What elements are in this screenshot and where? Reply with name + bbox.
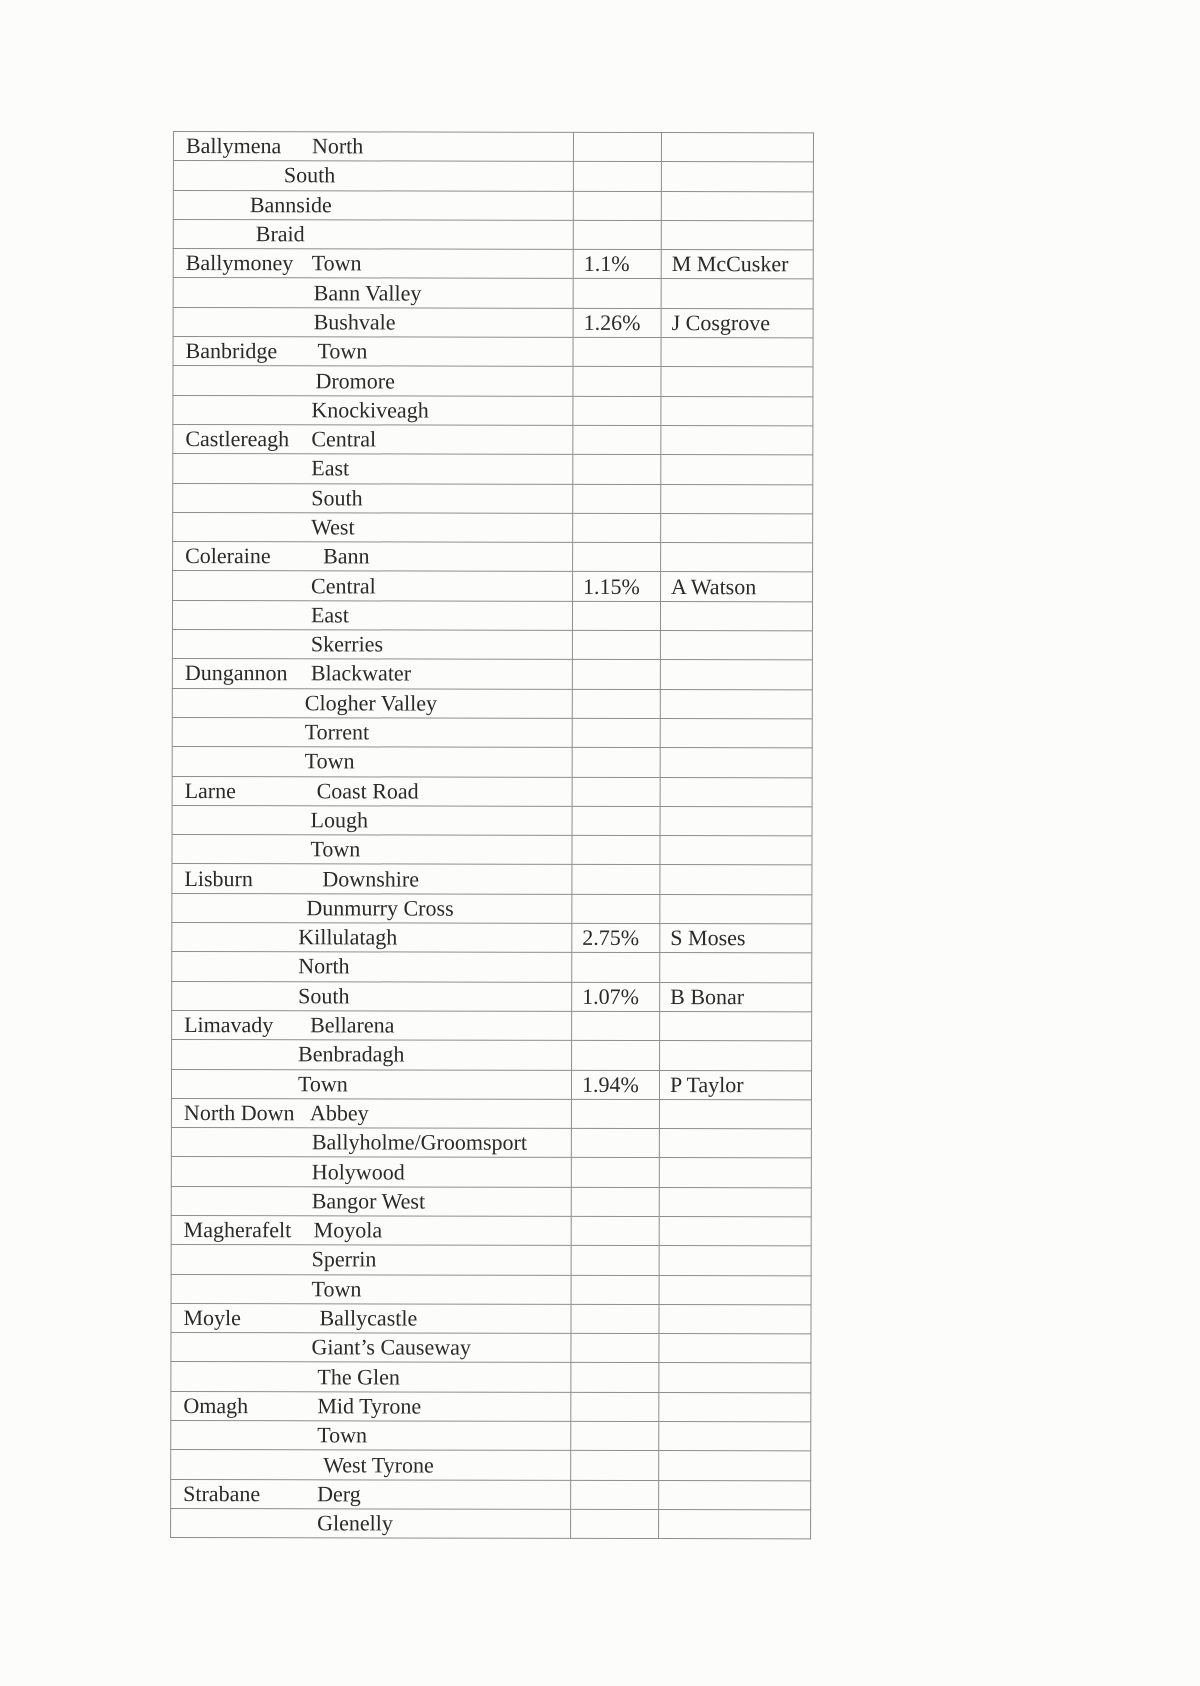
ward-name: South xyxy=(311,484,363,511)
percent-cell: 2.75% xyxy=(572,923,660,952)
area-cell xyxy=(171,1391,571,1421)
table-row xyxy=(171,1215,811,1246)
contact-name-cell xyxy=(660,836,812,866)
contact-name-cell xyxy=(659,1158,811,1188)
council-name: North Down xyxy=(183,1099,295,1126)
council-name: Strabane xyxy=(183,1480,261,1506)
ward-name: Holywood xyxy=(311,1158,405,1185)
table-row xyxy=(173,395,813,426)
ward-name: Town xyxy=(297,1070,348,1097)
contact-name-cell xyxy=(659,1363,811,1393)
percent-cell xyxy=(572,660,660,689)
table-row xyxy=(171,1303,811,1334)
table-row xyxy=(172,952,812,983)
table-row xyxy=(172,776,812,807)
table-row xyxy=(173,278,813,309)
percent-cell xyxy=(573,425,661,454)
contact-name-cell xyxy=(660,894,812,924)
contact-name-cell xyxy=(661,220,813,250)
ward-name: Torrent xyxy=(304,719,370,745)
ward-name: Knockiveagh xyxy=(311,397,429,423)
contact-name-cell xyxy=(659,1275,811,1305)
table-row xyxy=(173,571,813,602)
contact-name-cell: J Cosgrove xyxy=(661,308,813,338)
ward-name: Dunmurry Cross xyxy=(306,895,454,921)
ward-name: East xyxy=(310,602,349,628)
table-row xyxy=(172,659,812,690)
percent-cell: 1.1% xyxy=(573,250,661,279)
ward-name: The Glen xyxy=(317,1363,400,1390)
area-cell xyxy=(172,981,572,1011)
percent-cell xyxy=(571,1187,659,1216)
ward-name: Glenelly xyxy=(317,1510,393,1536)
percent-cell: 1.15% xyxy=(573,572,661,601)
area-cell xyxy=(173,424,573,454)
percent-cell xyxy=(572,718,660,747)
area-cell xyxy=(172,688,572,718)
table-row xyxy=(171,1421,811,1452)
area-cell xyxy=(173,512,573,542)
ward-name: Town xyxy=(311,250,362,276)
percent-cell xyxy=(571,1334,659,1363)
contact-name-cell xyxy=(661,279,813,309)
percent-cell xyxy=(571,1246,659,1275)
area-cell xyxy=(172,923,572,953)
contact-name-cell xyxy=(660,748,812,778)
ward-table xyxy=(170,131,814,1540)
percent-cell: 1.94% xyxy=(571,1070,659,1099)
area-cell xyxy=(171,1069,571,1099)
percent-cell xyxy=(572,1011,660,1040)
ward-name: Killulatagh xyxy=(298,924,398,950)
area-cell xyxy=(171,1128,571,1158)
area-cell xyxy=(173,278,573,308)
area-cell xyxy=(173,483,573,513)
area-cell xyxy=(171,1362,571,1392)
percent-cell xyxy=(571,1158,659,1187)
contact-name-cell xyxy=(660,631,812,661)
contact-name-cell xyxy=(661,338,813,368)
ward-name: Central xyxy=(311,572,376,599)
table-row xyxy=(171,1157,811,1188)
ward-name: Sperrin xyxy=(311,1246,377,1272)
ward-name: Ballyholme/Groomsport xyxy=(311,1129,528,1155)
area-cell xyxy=(172,747,572,777)
percent-cell xyxy=(572,1041,660,1070)
percent-cell xyxy=(571,1480,659,1509)
table-row xyxy=(172,893,812,924)
ward-name: Bellarena xyxy=(310,1012,395,1038)
area-cell xyxy=(171,1157,571,1187)
table-row xyxy=(173,366,813,397)
area-cell xyxy=(173,542,573,572)
council-name: Limavady xyxy=(184,1012,274,1038)
ward-name: Bangor West xyxy=(311,1188,426,1214)
contact-name-cell xyxy=(660,718,812,748)
area-cell xyxy=(172,600,572,630)
table-row xyxy=(172,1010,812,1041)
percent-cell xyxy=(572,865,660,894)
area-cell xyxy=(172,805,572,835)
contact-name-cell xyxy=(661,455,813,485)
area-cell xyxy=(171,1215,571,1245)
contact-name-cell xyxy=(660,660,812,690)
ward-name: Bann Valley xyxy=(313,279,422,306)
percent-cell xyxy=(573,162,661,191)
area-cell xyxy=(172,1010,572,1040)
contact-name-cell xyxy=(659,1099,811,1129)
table-row xyxy=(173,483,813,514)
table-row xyxy=(173,512,813,543)
table-row xyxy=(172,688,812,719)
table-row xyxy=(172,864,812,895)
table-row xyxy=(173,249,813,280)
table-row xyxy=(173,190,813,221)
table-row xyxy=(173,454,813,485)
table-row xyxy=(171,1508,811,1539)
contact-name-cell xyxy=(661,133,813,163)
table-row xyxy=(171,1069,811,1100)
ward-name: Skerries xyxy=(310,631,384,657)
ward-name: South xyxy=(283,162,336,188)
council-name: Larne xyxy=(184,777,236,803)
contact-name-cell xyxy=(660,689,812,719)
council-name: Moyle xyxy=(183,1305,241,1331)
ward-name: Town xyxy=(317,1422,368,1448)
area-cell xyxy=(171,1508,571,1538)
table-row xyxy=(171,1128,811,1159)
ward-name: West Tyrone xyxy=(323,1451,434,1478)
area-cell xyxy=(172,864,572,894)
contact-name-cell xyxy=(661,543,813,573)
percent-cell xyxy=(572,806,660,835)
area-cell xyxy=(172,630,572,660)
area-cell xyxy=(173,366,573,396)
percent-cell xyxy=(572,953,660,982)
ward-name: North xyxy=(298,953,350,979)
percent-cell xyxy=(573,396,661,425)
area-cell xyxy=(172,659,572,689)
contact-name-cell xyxy=(659,1246,811,1276)
percent-cell xyxy=(573,220,661,249)
table-row xyxy=(171,1274,811,1305)
council-name: Omagh xyxy=(183,1392,249,1419)
area-cell xyxy=(173,161,573,191)
ward-name: Ballycastle xyxy=(319,1305,418,1331)
contact-name-cell: A Watson xyxy=(661,572,813,602)
table-row xyxy=(173,337,813,368)
area-cell xyxy=(171,1098,571,1128)
contact-name-cell xyxy=(661,513,813,543)
area-cell xyxy=(171,1421,571,1451)
ward-name: North xyxy=(311,133,364,159)
contact-name-cell xyxy=(659,1217,811,1247)
table-row xyxy=(173,307,813,338)
contact-name-cell xyxy=(661,425,813,455)
council-name: Magherafelt xyxy=(183,1217,292,1243)
area-cell xyxy=(173,190,573,220)
contact-name-cell xyxy=(660,953,812,983)
percent-cell xyxy=(573,455,661,484)
percent-cell xyxy=(572,601,660,630)
area-cell xyxy=(173,132,573,162)
area-cell xyxy=(171,1479,571,1509)
ward-name: Moyola xyxy=(313,1217,383,1243)
percent-cell xyxy=(573,279,661,308)
area-cell xyxy=(173,571,573,601)
contact-name-cell xyxy=(661,191,813,221)
council-name: Castlereagh xyxy=(185,426,290,452)
contact-name-cell xyxy=(659,1480,811,1510)
ward-name: Bann xyxy=(323,543,370,569)
contact-name-cell xyxy=(659,1451,811,1481)
area-cell xyxy=(171,1274,571,1304)
contact-name-cell: B Bonar xyxy=(660,982,812,1012)
ward-name: Clogher Valley xyxy=(304,690,438,716)
ward-name: Mid Tyrone xyxy=(317,1393,422,1419)
contact-name-cell: P Taylor xyxy=(659,1070,811,1100)
ward-name: Benbradagh xyxy=(298,1041,405,1067)
ward-name: Braid xyxy=(255,221,305,247)
table-row xyxy=(173,161,813,192)
percent-cell xyxy=(572,630,660,659)
table-row xyxy=(171,1245,811,1276)
table-row xyxy=(172,923,812,954)
table-row xyxy=(172,835,812,866)
table-row xyxy=(172,981,812,1012)
table-row xyxy=(173,219,813,250)
contact-name-cell xyxy=(660,865,812,895)
ward-name: Town xyxy=(317,338,368,364)
percent-cell xyxy=(571,1509,659,1538)
table-row xyxy=(173,542,813,573)
ward-name: Coast Road xyxy=(316,777,419,804)
ward-name: Bannside xyxy=(249,191,332,218)
contact-name-cell: S Moses xyxy=(660,924,812,954)
percent-cell xyxy=(573,542,661,571)
table-row xyxy=(171,1391,811,1422)
percent-cell xyxy=(571,1099,659,1128)
table-row xyxy=(171,1479,811,1510)
council-name: Banbridge xyxy=(185,338,278,364)
contact-name-cell xyxy=(661,367,813,397)
percent-cell: 1.07% xyxy=(572,982,660,1011)
ward-table-body xyxy=(171,132,814,1540)
contact-name-cell xyxy=(659,1392,811,1422)
area-cell xyxy=(173,249,573,279)
ward-name: East xyxy=(311,455,350,481)
percent-cell xyxy=(573,513,661,542)
table-row xyxy=(172,600,812,631)
area-cell xyxy=(171,1186,571,1216)
contact-name-cell xyxy=(659,1187,811,1217)
contact-name-cell xyxy=(660,601,812,631)
council-name: Dungannon xyxy=(184,660,288,686)
area-cell xyxy=(173,395,573,425)
contact-name-cell xyxy=(659,1334,811,1364)
percent-cell xyxy=(571,1363,659,1392)
percent-cell xyxy=(573,132,661,161)
percent-cell xyxy=(572,748,660,777)
percent-cell xyxy=(572,894,660,923)
ward-name: Giant’s Causeway xyxy=(311,1334,471,1360)
area-cell xyxy=(171,1450,571,1480)
table-row xyxy=(172,717,812,748)
contact-name-cell xyxy=(659,1129,811,1159)
table-row xyxy=(173,132,813,163)
table-row xyxy=(172,1040,812,1071)
ward-name: Town xyxy=(311,1276,362,1302)
table-row xyxy=(173,424,813,455)
contact-name-cell xyxy=(661,396,813,426)
ward-name: Town xyxy=(310,836,361,862)
contact-name-cell xyxy=(660,777,812,807)
area-cell xyxy=(171,1333,571,1363)
contact-name-cell xyxy=(659,1422,811,1452)
council-name: Lisburn xyxy=(184,865,253,891)
percent-cell xyxy=(572,835,660,864)
contact-name-cell: M McCusker xyxy=(661,250,813,280)
percent-cell xyxy=(573,191,661,220)
table-row xyxy=(171,1098,811,1129)
percent-cell xyxy=(572,689,660,718)
table-row xyxy=(172,805,812,836)
contact-name-cell xyxy=(660,1011,812,1041)
table-row xyxy=(171,1362,811,1393)
percent-cell xyxy=(573,484,661,513)
contact-name-cell xyxy=(661,162,813,192)
contact-name-cell xyxy=(660,806,812,836)
percent-cell xyxy=(571,1216,659,1245)
area-cell xyxy=(172,952,572,982)
area-cell xyxy=(172,717,572,747)
contact-name-cell xyxy=(659,1304,811,1334)
ward-name: Central xyxy=(311,426,377,452)
table-row xyxy=(171,1450,811,1481)
contact-name-cell xyxy=(659,1509,811,1539)
area-cell xyxy=(173,307,573,337)
area-cell xyxy=(171,1245,571,1275)
area-cell xyxy=(171,1303,571,1333)
council-name: Ballymena xyxy=(185,133,282,159)
table-row xyxy=(171,1186,811,1217)
table-row xyxy=(172,630,812,661)
ward-name: Lough xyxy=(310,807,369,833)
area-cell xyxy=(172,835,572,865)
table-row xyxy=(171,1333,811,1364)
ward-name: West xyxy=(311,514,355,540)
percent-cell xyxy=(571,1275,659,1304)
area-cell xyxy=(172,776,572,806)
percent-cell xyxy=(572,777,660,806)
area-cell xyxy=(173,337,573,367)
ward-name: Abbey xyxy=(309,1100,369,1126)
percent-cell xyxy=(571,1451,659,1480)
ward-name: Derg xyxy=(317,1481,361,1507)
ward-name: Bushvale xyxy=(313,309,396,335)
percent-cell xyxy=(571,1421,659,1450)
percent-cell xyxy=(571,1392,659,1421)
percent-cell xyxy=(573,337,661,366)
ward-name: Downshire xyxy=(322,865,420,892)
area-cell xyxy=(172,893,572,923)
contact-name-cell xyxy=(660,1041,812,1071)
council-name: Ballymoney xyxy=(185,250,294,276)
percent-cell xyxy=(573,367,661,396)
ward-name: Town xyxy=(304,748,355,774)
ward-name: Dromore xyxy=(315,367,395,393)
contact-name-cell xyxy=(661,484,813,514)
area-cell xyxy=(173,454,573,484)
area-cell xyxy=(173,219,573,249)
percent-cell xyxy=(571,1304,659,1333)
table-row xyxy=(172,747,812,778)
percent-cell xyxy=(571,1128,659,1157)
ward-name: South xyxy=(298,983,350,1009)
ward-name: Blackwater xyxy=(310,660,412,686)
council-name: Coleraine xyxy=(185,543,271,569)
percent-cell: 1.26% xyxy=(573,308,661,337)
area-cell xyxy=(172,1040,572,1070)
